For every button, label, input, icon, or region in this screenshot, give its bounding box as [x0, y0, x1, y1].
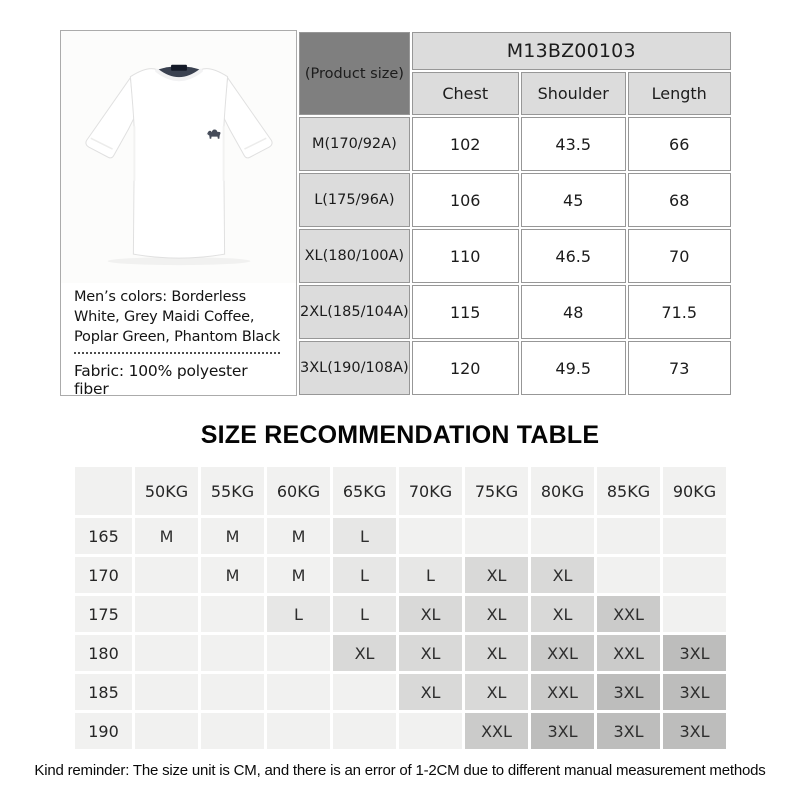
size-recommendation-cell: [267, 674, 330, 710]
size-recommendation-cell: XL: [399, 674, 462, 710]
weight-header-cell: 60KG: [267, 467, 330, 515]
measurement-value-cell: 71.5: [628, 285, 731, 339]
size-recommendation-cell: [399, 518, 462, 554]
measurement-value-cell: 48: [521, 285, 626, 339]
size-recommendation-cell: [135, 713, 198, 749]
measurement-value-cell: 120: [412, 341, 519, 395]
measurement-value-cell: 73: [628, 341, 731, 395]
size-recommendation-cell: XL: [399, 635, 462, 671]
measure-column-header: Chest: [412, 72, 519, 115]
size-table: [297, 30, 733, 397]
size-recommendation-cell: [399, 713, 462, 749]
size-table-row: [299, 173, 731, 227]
product-notes: [61, 283, 296, 398]
measure-column-header: Length: [628, 72, 731, 115]
product-photo: [61, 31, 296, 283]
size-recommendation-cell: [201, 635, 264, 671]
size-recommendation-cell: M: [201, 518, 264, 554]
size-recommendation-cell: L: [333, 596, 396, 632]
size-recommendation-cell: M: [267, 518, 330, 554]
size-recommendation-cell: XL: [531, 596, 594, 632]
size-recommendation-cell: [135, 674, 198, 710]
size-recommendation-cell: XL: [465, 596, 528, 632]
measurement-value-cell: 45: [521, 173, 626, 227]
size-recommendation-cell: [663, 557, 726, 593]
weight-header-cell: 55KG: [201, 467, 264, 515]
height-label-cell: 185: [75, 674, 132, 710]
size-recommendation-cell: M: [201, 557, 264, 593]
size-recommendation-cell: XL: [465, 635, 528, 671]
size-recommendation-cell: [267, 635, 330, 671]
size-recommendation-cell: [201, 674, 264, 710]
size-recommendation-cell: [135, 635, 198, 671]
size-recommendation-cell: [663, 518, 726, 554]
size-recommendation-cell: M: [135, 518, 198, 554]
reminder-text: Kind reminder: The size unit is CM, and there is an error of 1-2CM due to different manual measurement methods: [34, 762, 766, 779]
size-recommendation-cell: XXL: [597, 635, 660, 671]
size-recommendation-cell: 3XL: [663, 635, 726, 671]
grid-corner-cell: [75, 467, 132, 515]
measurement-value-cell: 43.5: [521, 117, 626, 171]
weight-header-cell: 80KG: [531, 467, 594, 515]
size-recommendation-cell: [465, 518, 528, 554]
weight-header-cell: 50KG: [135, 467, 198, 515]
size-row-label: M(170/92A): [299, 117, 410, 171]
colors-text: Men’s colors: Borderless White, Grey Maidi Coffee, Poplar Green, Phantom Black: [74, 289, 281, 345]
size-recommendation-cell: XXL: [531, 635, 594, 671]
size-recommendation-cell: [333, 713, 396, 749]
size-recommendation-cell: XL: [465, 674, 528, 710]
size-recommendation-cell: XXL: [465, 713, 528, 749]
size-recommendation-cell: 3XL: [663, 713, 726, 749]
size-recommendation-cell: [333, 674, 396, 710]
size-table-row: [299, 117, 731, 171]
size-recommendation-cell: XXL: [597, 596, 660, 632]
size-recommendation-cell: [597, 518, 660, 554]
size-recommendation-cell: [531, 518, 594, 554]
size-recommendation-cell: 3XL: [597, 713, 660, 749]
size-recommendation-cell: XL: [333, 635, 396, 671]
size-recommendation-cell: [663, 596, 726, 632]
fabric-text: Fabric: 100% polyester fiber: [74, 362, 248, 398]
size-recommendation-cell: XL: [465, 557, 528, 593]
measurement-value-cell: 106: [412, 173, 519, 227]
size-recommendation-cell: [135, 596, 198, 632]
height-label-cell: 165: [75, 518, 132, 554]
tshirt-image: [61, 31, 296, 283]
weight-header-cell: 85KG: [597, 467, 660, 515]
measurement-value-cell: 115: [412, 285, 519, 339]
height-label-cell: 180: [75, 635, 132, 671]
collar-label: [171, 65, 187, 71]
measure-column-header: Shoulder: [521, 72, 626, 115]
height-label-cell: 170: [75, 557, 132, 593]
measurement-value-cell: 110: [412, 229, 519, 283]
size-row-label: L(175/96A): [299, 173, 410, 227]
weight-header-cell: 65KG: [333, 467, 396, 515]
measurement-value-cell: 68: [628, 173, 731, 227]
measurement-value-cell: 102: [412, 117, 519, 171]
size-recommendation-cell: 3XL: [597, 674, 660, 710]
size-recommendation-cell: L: [333, 518, 396, 554]
size-recommendation-cell: [201, 713, 264, 749]
size-row-label: 2XL(185/104A): [299, 285, 410, 339]
measurement-value-cell: 66: [628, 117, 731, 171]
size-table-row: [299, 285, 731, 339]
weight-header-cell: 75KG: [465, 467, 528, 515]
shirt-body: [130, 69, 227, 259]
size-recommendation-cell: [267, 713, 330, 749]
size-recommendation-cell: M: [267, 557, 330, 593]
size-table-row: [299, 341, 731, 395]
recommendation-heading: SIZE RECOMMENDATION TABLE: [200, 421, 600, 449]
size-recommendation-cell: L: [333, 557, 396, 593]
weight-header-cell: 90KG: [663, 467, 726, 515]
size-recommendation-cell: 3XL: [663, 674, 726, 710]
size-recommendation-cell: 3XL: [531, 713, 594, 749]
height-label-cell: 190: [75, 713, 132, 749]
recommendation-grid: [75, 467, 726, 749]
size-recommendation-cell: XL: [531, 557, 594, 593]
size-row-label: XL(180/100A): [299, 229, 410, 283]
size-recommendation-cell: [201, 596, 264, 632]
measurement-value-cell: 46.5: [521, 229, 626, 283]
product-size-corner-cell: (Product size): [299, 32, 410, 115]
size-recommendation-cell: XXL: [531, 674, 594, 710]
size-recommendation-cell: XL: [399, 596, 462, 632]
weight-header-cell: 70KG: [399, 467, 462, 515]
size-recommendation-cell: L: [399, 557, 462, 593]
dotted-divider: [74, 352, 280, 354]
size-row-label: 3XL(190/108A): [299, 341, 410, 395]
model-number-cell: M13BZ00103: [412, 32, 731, 70]
product-panel: [60, 30, 297, 396]
size-recommendation-cell: L: [267, 596, 330, 632]
height-label-cell: 175: [75, 596, 132, 632]
size-table-row: [299, 229, 731, 283]
measurement-value-cell: 49.5: [521, 341, 626, 395]
size-recommendation-cell: [135, 557, 198, 593]
size-recommendation-cell: [597, 557, 660, 593]
measurement-value-cell: 70: [628, 229, 731, 283]
